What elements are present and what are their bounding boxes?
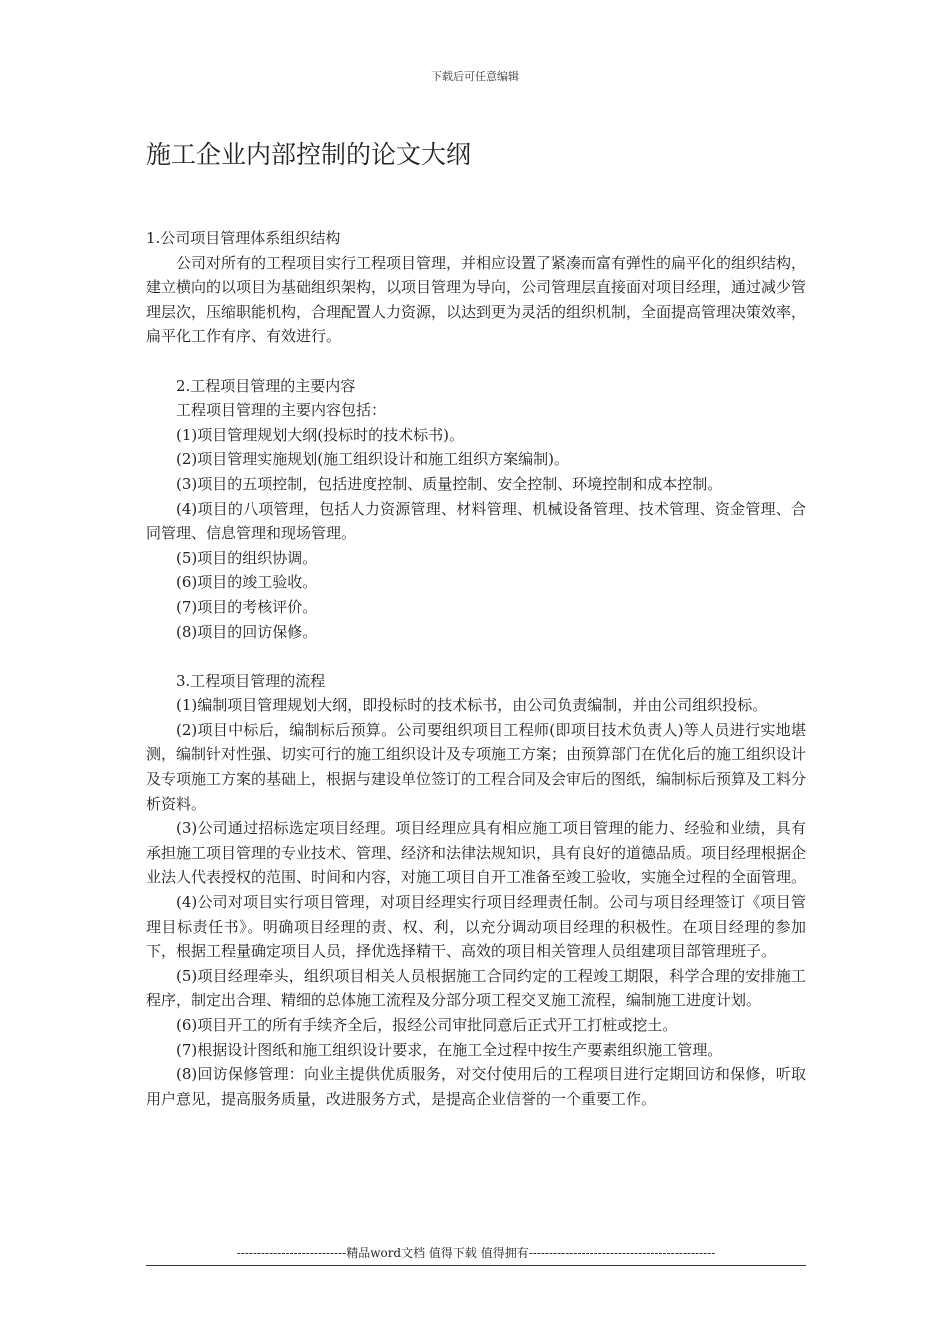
list-item: (8)项目的回访保修。 xyxy=(176,622,318,641)
section-heading: 2.工程项目管理的主要内容 xyxy=(176,376,356,395)
list-item: (8)回访保修管理：向业主提供优质服务，对交付使用后的工程项目进行定期回访和保修，听取用户意见，提高服务质量，改进服务方式，是提高企业信誉的一个重要工作。 xyxy=(146,1065,806,1108)
header-note: 下载后可任意编辑 xyxy=(431,70,519,83)
list-item: (1)项目管理规划大纲(投标时的技术标书)。 xyxy=(176,425,464,444)
list-item: (7)项目的考核评价。 xyxy=(176,597,318,616)
list-item: (6)项目的竣工验收。 xyxy=(176,573,318,592)
list-item: (3)公司通过招标选定项目经理。项目经理应具有相应施工项目管理的能力、经验和业绩，具有承担施工项目管理的专业技术、管理、经济和法律法规知识，具有良好的道德品质。项目经理根据企业法人代表授权的范围、时间和内容，对施工项目自开工准备至竣工验收，实施全过程的全面管理。 xyxy=(146,819,807,887)
paragraph: 工程项目管理的主要内容包括： xyxy=(176,401,387,420)
list-item: (5)项目经理牵头，组织项目相关人员根据施工合同约定的工程竣工期限，科学合理的安排施工程序，制定出合理、精细的总体施工流程及分部分项工程交叉施工流程，编制施工进度计划。 xyxy=(146,966,806,1010)
document-body xyxy=(146,226,806,1111)
paragraph: 公司对所有的工程项目实行工程项目管理，并相应设置了紧凑而富有弹性的扁平化的组织结构，建立横向的以项目为基础组织架构，以项目管理为导向，公司管理层直接面对项目经理，通过减少管理层次，压缩职能机构，合理配置人力资源，以达到更为灵活的组织机制，全面提高管理决策效率，扁平化工作有序、有效进行。 xyxy=(146,253,807,346)
section-heading: 1.公司项目管理体系组织结构 xyxy=(146,229,341,247)
list-item: (6)项目开工的所有手续齐全后，报经公司审批同意后正式开工打桩或挖土。 xyxy=(176,1016,678,1034)
list-item: (2)项目管理实施规划(施工组织设计和施工组织方案编制)。 xyxy=(176,450,569,469)
list-item: (1)编制项目管理规划大纲，即投标时的技术标书，由公司负责编制，并由公司组织投标。 xyxy=(176,696,768,715)
list-item: (4)项目的八项管理，包括人力资源管理、材料管理、机械设备管理、技术管理、资金管理、合同管理、信息管理和现场管理。 xyxy=(146,499,806,543)
document-title: 施工企业内部控制的论文大纲 xyxy=(146,140,472,169)
list-item: (7)根据设计图纸和施工组织设计要求，在施工全过程中按生产要素组织施工管理。 xyxy=(176,1040,723,1059)
section-heading: 3.工程项目管理的流程 xyxy=(176,671,326,690)
list-item: (4)公司对项目实行项目管理，对项目经理实行项目经理责任制。公司与项目经理签订《项目管理目标责任书》。明确项目经理的责、权、利，以充分调动项目经理的积极性。在项目经理的参加下，根据工程量确定项目人员，择优选择精干、高效的项目相关管理人员组建项目部管理班子。 xyxy=(146,893,806,961)
list-item: (2)项目中标后，编制标后预算。公司要组织项目工程师(即项目技术负责人)等人员进行实地堪测，编制针对性强、切实可行的施工组织设计及专项施工方案；由预算部门在优化后的施工组织设计及专项施工方案的基础上，根据与建设单位签订的工程合同及会审后的图纸，编制标后预算及工料分析资料。 xyxy=(146,720,807,813)
footer-note: ---------------------------精品word文档 值得下载 值得拥有---------------------------------------------- xyxy=(146,1244,806,1266)
list-item: (3)项目的五项控制，包括进度控制、质量控制、安全控制、环境控制和成本控制。 xyxy=(176,474,723,493)
list-item: (5)项目的组织协调。 xyxy=(176,548,318,567)
